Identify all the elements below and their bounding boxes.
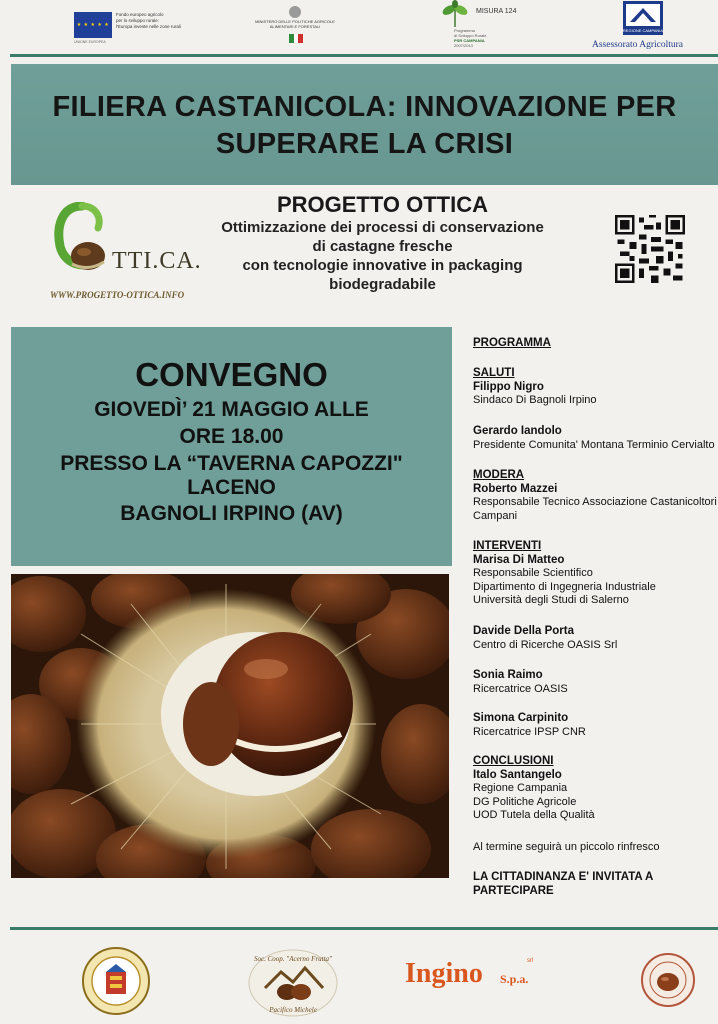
ingino-spa-text: S.p.a.: [500, 972, 529, 986]
psr-text: [454, 28, 504, 48]
project-desc-line: con tecnologie innovative in packaging: [242, 257, 523, 274]
project-website-link[interactable]: WWW.PROGETTO-OTTICA.INFO: [50, 290, 185, 300]
region-dept-label: Assessorato Agricoltura: [592, 40, 684, 50]
program-interventi: [473, 540, 718, 608]
ingino-logo-text: Ingino: [405, 958, 483, 989]
psr-line: PSR CAMPANIA: [454, 38, 485, 43]
eu-caption: UNIONE EUROPEA: [74, 40, 106, 44]
ingino-srl-text: srl: [527, 958, 534, 964]
speaker-role: Responsabile Tecnico Associazione Castanicoltori: [473, 496, 717, 509]
eu-text-line: Fondo europeo agricolo: [116, 12, 164, 17]
section-heading: CONCLUSIONI: [473, 755, 554, 767]
speaker-name: Davide Della Porta: [473, 625, 574, 637]
eu-text-line: per lo sviluppo rurale:: [116, 18, 160, 23]
main-title-line1: FILIERA CASTANICOLA: INNOVAZIONE PER: [52, 91, 677, 123]
speaker-role: DG Politiche Agricole: [473, 795, 577, 808]
title-banner: [11, 64, 718, 185]
project-title: PROGETTO OTTICA: [276, 192, 489, 217]
misura-label: MISURA 124: [476, 8, 517, 15]
program-conclusioni: [473, 755, 718, 823]
region-badge-text: REGIONE CAMPANIA: [622, 28, 664, 33]
psr-line: 2007/2013: [454, 43, 473, 48]
ministry-text: [245, 19, 345, 29]
psr-leaf-logo: [440, 0, 470, 28]
program-modera: [473, 469, 718, 523]
speaker-role: Ricercatrice IPSP CNR: [473, 725, 586, 738]
project-desc-line: biodegradabile: [329, 276, 436, 293]
chestnut-photo: [11, 574, 449, 878]
qr-code-icon[interactable]: [615, 215, 685, 283]
ministry-line: MINISTERO DELLE POLITICHE AGRICOLE: [255, 19, 335, 24]
bottom-divider: [10, 927, 718, 930]
speaker-role: Dipartimento di Ingegneria Industriale: [473, 580, 656, 593]
invitation-line: PARTECIPARE: [473, 884, 554, 897]
coop-owner-text: Pacifico Michele: [269, 1006, 317, 1014]
speaker-role: Sindaco Di Bagnoli Irpino: [473, 394, 597, 407]
event-town-line: BAGNOLI IRPINO (AV): [120, 502, 343, 525]
section-heading: INTERVENTI: [473, 540, 542, 552]
speaker-role: Ricercatrice OASIS: [473, 682, 568, 695]
speaker-name: Simona Carpinito: [473, 712, 569, 724]
ministry-line: ALIMENTARI E FORESTALI: [269, 24, 321, 29]
program-saluti: [473, 367, 718, 408]
ottica-logo-icon: [52, 202, 110, 272]
closing-note: Al termine seguirà un piccolo rinfresco: [473, 841, 660, 853]
speaker-name: Sonia Raimo: [473, 669, 543, 681]
section-heading: SALUTI: [473, 367, 515, 379]
coop-acerno-frutta-logo: [247, 948, 339, 1018]
invitation-line: LA CITTADINANZA E' INVITATA A: [473, 871, 654, 883]
eu-stars-icon: ★ ★ ★ ★ ★: [76, 22, 110, 28]
psr-line: di Sviluppo Rurale: [454, 33, 487, 38]
top-divider: [10, 54, 718, 57]
speaker-role: Università degli Studi di Salerno: [473, 594, 629, 607]
ottica-logo-text: TTI.CA.: [112, 248, 202, 274]
main-title-line2: SUPERARE LA CRISI: [215, 128, 514, 160]
eu-text-line: l'Europa investe nelle zone rurali: [116, 24, 181, 29]
speaker-role: Campani: [473, 509, 518, 522]
program-list: [473, 337, 718, 351]
eu-fund-text: [116, 12, 226, 30]
invitation-text: [473, 871, 718, 898]
region-campania-logo: [622, 0, 664, 36]
speaker-role: UOD Tutela della Qualità: [473, 809, 595, 822]
speaker-name: Roberto Mazzei: [473, 482, 558, 495]
event-venue-line: PRESSO LA “TAVERNA CAPOZZI": [60, 452, 403, 475]
program-speaker: [473, 425, 718, 452]
university-seal-logo: [80, 946, 152, 1016]
program-speaker: [473, 712, 718, 739]
speaker-name: Marisa Di Matteo: [473, 553, 565, 566]
speaker-role: Regione Campania: [473, 782, 568, 795]
event-place-line: LACENO: [187, 476, 276, 499]
project-desc-line: Ottimizzazione dei processi di conservazione: [221, 219, 544, 236]
psr-line: Programma: [454, 28, 475, 33]
ministry-emblem-icon: [289, 6, 301, 18]
event-time-line: ORE 18.00: [179, 425, 284, 448]
program-speaker: [473, 669, 718, 696]
castagna-association-logo: [640, 952, 696, 1008]
program-heading: PROGRAMMA: [473, 337, 551, 349]
speaker-role: Responsabile Scientifico: [473, 567, 593, 580]
program-speaker: [473, 625, 718, 652]
section-heading: MODERA: [473, 469, 525, 481]
coop-name-text: Soc. Coop. "Acerno Frutta": [253, 955, 333, 963]
event-date-line: GIOVEDÌ’ 21 MAGGIO ALLE: [94, 398, 369, 421]
event-title: CONVEGNO: [135, 356, 328, 393]
speaker-name: Italo Santangelo: [473, 768, 562, 781]
speaker-name: Filippo Nigro: [473, 380, 544, 393]
project-desc-line: di castagne fresche: [312, 238, 453, 255]
speaker-role: Presidente Comunita' Montana Terminio Cervialto: [473, 438, 715, 451]
speaker-name: Gerardo Iandolo: [473, 425, 562, 437]
italy-flag-icon: [289, 34, 303, 43]
speaker-role: Centro di Ricerche OASIS Srl: [473, 638, 618, 651]
